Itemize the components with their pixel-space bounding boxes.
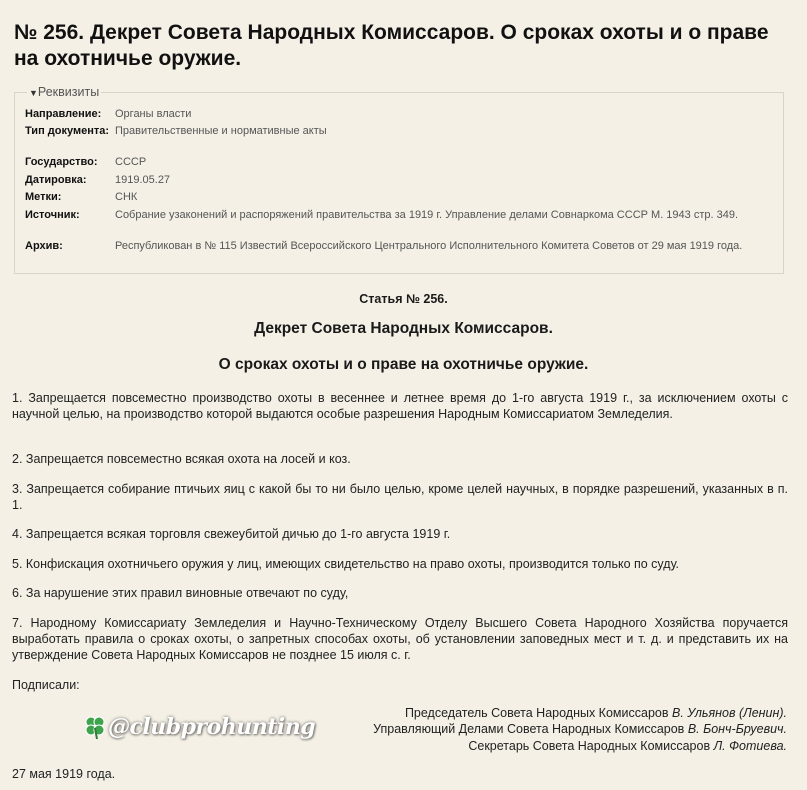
caret-down-icon: ▼ [29,88,38,98]
article-title: Декрет Совета Народных Комиссаров. [254,320,553,337]
signature-role: Секретарь Совета Народных Комиссаров [468,739,711,753]
requisite-label: Датировка: [25,174,87,186]
requisite-label: Государство: [25,156,98,168]
watermark [82,712,315,742]
paragraph: 1. Запрещается повсеместно производство охоты в весеннее и летнее время до 1-го августа 1919 г., за исключением охоты с научной целью, на производство которой выдаются особые разрешения Народным Комиссариатом Земледелия. [12,391,788,421]
watermark-text: @clubprohunting [108,714,316,740]
requisites-legend: Реквизиты [37,85,100,99]
requisites-box [14,85,784,274]
requisite-value: 1919.05.27 [115,174,171,186]
document-date: 27 мая 1919 года. [12,767,116,781]
paragraph: 4. Запрещается всякая торговля свежеубитой дичью до 1-го августа 1919 г. [12,527,451,541]
paragraph: 5. Конфискация охотничьего оружия у лиц, имеющих свидетельство на право охоты, производится только по суду. [12,557,680,571]
paragraph: 7. Народному Комиссариату Земледелия и Научно-Техническому Отделу Высшего Совета Народного Хозяйства поручается выработать правила о сроках охоты, о запретных способах охоты, об установлении заповедных мест и т. д. и представить их на утверждение Совета Народных Комиссаров не позднее 15 июля с. г. [12,616,788,662]
article-number: Статья № 256. [359,292,448,306]
signature-role: Управляющий Делами Совета Народных Комиссаров [373,722,685,736]
requisite-value: СНК [115,191,138,203]
signature-name: Л. Фотиева. [713,739,787,753]
paragraph: 3. Запрещается собирание птичьих яиц с какой бы то ни было целью, кроме целей научных, в порядке разрешений, указанных в п. 1. [12,482,788,512]
requisites-toggle[interactable] [27,85,101,100]
requisite-value: СССР [115,156,147,168]
requisite-label: Метки: [25,191,62,203]
requisite-value: Республикован в № 115 Известий Всероссийского Центрального Исполнительного Комитета Советов от 29 мая 1919 года. [115,240,743,252]
requisite-value: Собрание узаконений и распоряжений правительства за 1919 г. Управление делами Совнаркома СССР М. 1943 стр. 349. [115,209,739,221]
article-subtitle: О сроках охоты и о праве на охотничье оружие. [218,356,589,373]
signature-name: В. Бонч-Бруевич. [687,722,787,736]
requisite-label: Тип документа: [25,125,110,137]
requisite-value: Правительственные и нормативные акты [115,125,327,137]
paragraph: 6. За нарушение этих правил виновные отвечают по суду, [12,586,349,600]
clover-icon [82,714,108,740]
signed-label: Подписали: [12,678,80,692]
paragraph: 2. Запрещается повсеместно всякая охота на лосей и коз. [12,452,351,466]
requisite-value: Органы власти [115,108,192,120]
page-title: № 256. Декрет Совета Народных Комиссаров. О сроках охоты и о праве на охотничье оружие. [14,21,769,70]
signature-name: В. Ульянов (Ленин). [671,706,787,720]
requisite-label: Архив: [25,240,63,252]
requisite-label: Направление: [25,108,102,120]
requisite-label: Источник: [25,209,80,221]
signature-role: Председатель Совета Народных Комиссаров [404,706,669,720]
